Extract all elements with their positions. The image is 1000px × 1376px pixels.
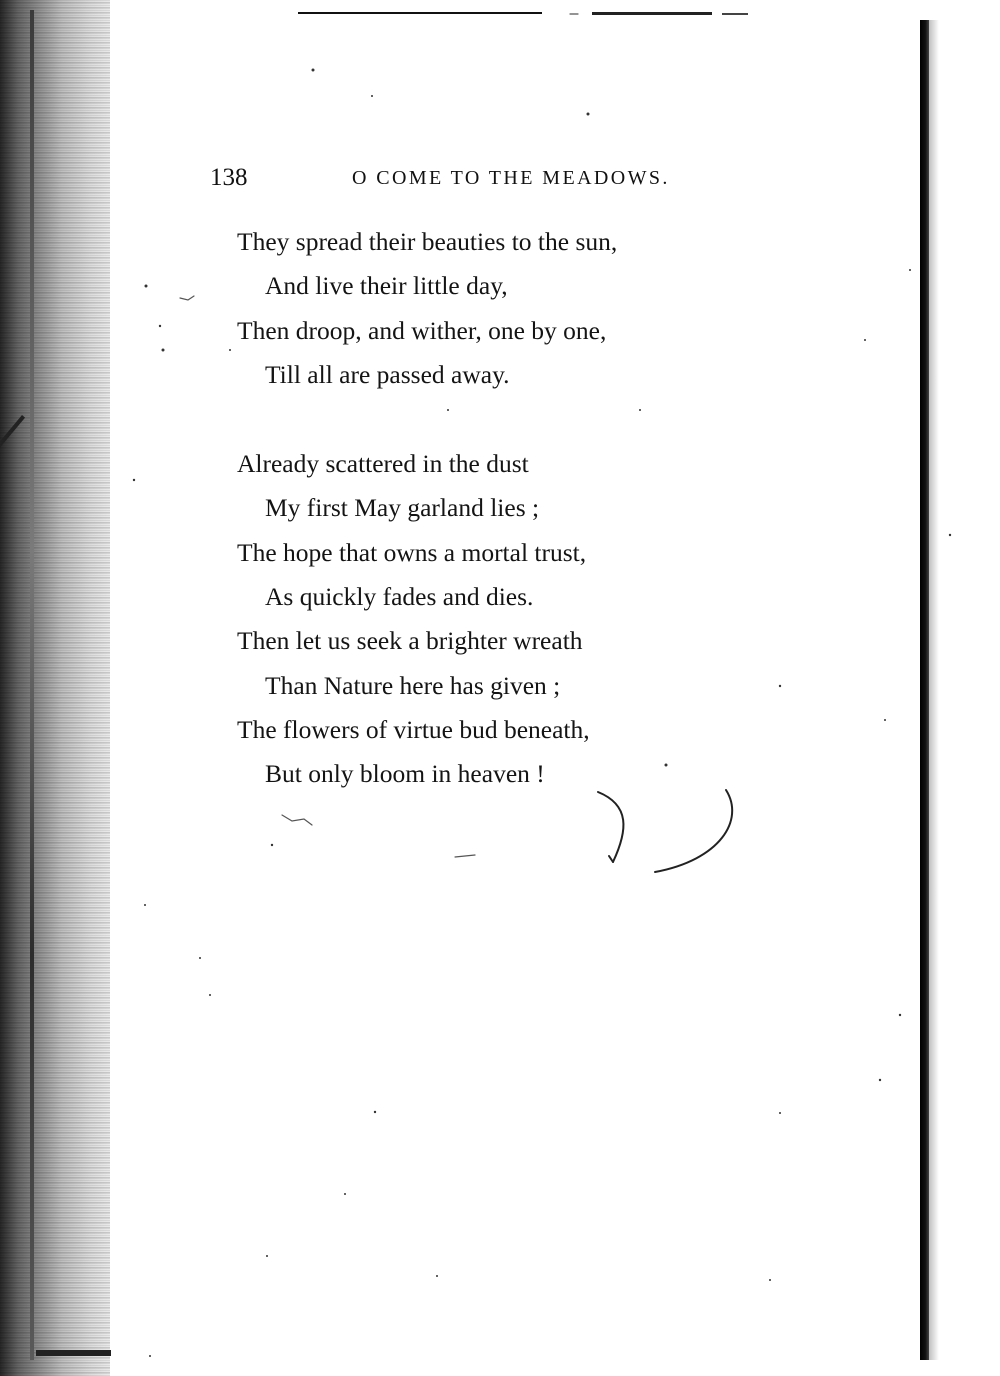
spine-foot-mark (36, 1350, 111, 1356)
poem-line: The flowers of virtue bud beneath, (237, 714, 590, 744)
stanza-2 (237, 442, 757, 796)
poem-line: Then droop, and wither, one by one, (237, 315, 607, 345)
poem-line: And live their little day, (265, 271, 508, 301)
poem-line: Than Nature here has given ; (265, 670, 561, 700)
top-rule (592, 12, 712, 15)
running-title: O COME TO THE MEADOWS. (352, 167, 670, 189)
right-edge-shadow (929, 20, 939, 1360)
page-number: 138 (210, 164, 248, 191)
poem-line: Till all are passed away. (265, 359, 510, 389)
poem-line: My first May garland lies ; (265, 493, 540, 523)
stanza-1 (237, 220, 757, 397)
poem-line: Already scattered in the dust (237, 449, 529, 479)
poem-line: They spread their beauties to the sun, (237, 227, 618, 256)
stanza-break (237, 397, 757, 442)
right-page-edge (920, 20, 929, 1360)
poem-line: As quickly fades and dies. (265, 582, 534, 612)
running-header (210, 160, 710, 196)
top-rule (722, 13, 748, 15)
top-rule (298, 12, 542, 14)
spine-shadow-line (30, 10, 34, 1360)
poem (237, 220, 757, 797)
poem-line: The hope that owns a mortal trust, (237, 537, 587, 567)
book-spine-edge (0, 0, 110, 1376)
poem-line: Then let us seek a brighter wreath (237, 626, 583, 656)
poem-line: But only bloom in heaven ! (265, 759, 545, 789)
